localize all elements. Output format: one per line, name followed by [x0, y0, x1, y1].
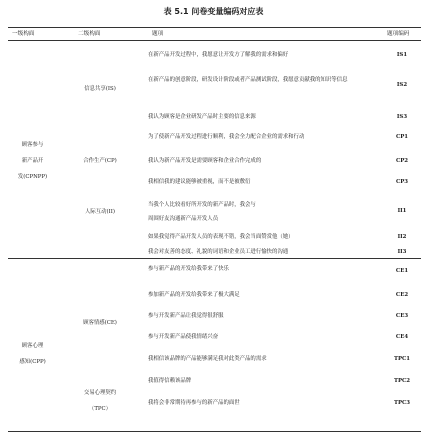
primary-line: 顾客心理: [21, 343, 44, 349]
secondary-construct: 信息共享(IS): [84, 86, 116, 92]
item-code: CE2: [395, 292, 409, 298]
item-text: 参与开发新产品使我情绪兴奋: [148, 334, 219, 340]
header-secondary: 二级构面: [78, 31, 101, 37]
bottom-rule: [8, 431, 421, 432]
top-rule: [8, 27, 421, 28]
item-text: 我会对友善的态度、礼貌的词语和企业员工进行愉快的沟通: [148, 249, 289, 255]
secondary-line: （TPC）: [88, 406, 112, 412]
item-code: CE4: [395, 334, 409, 340]
header-item: 题项: [152, 31, 164, 37]
secondary-construct: 顾客情感(CE): [83, 320, 117, 326]
item-text: 我将会非常期待再参与的新产品的面世: [148, 400, 240, 406]
item-text: 我认为新产品开发是需要顾客和企业合作完成的: [148, 158, 262, 164]
primary-line: 新产品开: [21, 158, 44, 164]
item-text: 在新产品开发过程中，我愿意让开发方了解我的需求和偏好: [148, 52, 289, 58]
item-code: II2: [397, 234, 407, 240]
item-code: CP3: [395, 179, 409, 185]
item-code: CE3: [395, 313, 409, 319]
item-text: 我相信我的建议能够被重视，而不是被敷衍: [148, 179, 251, 185]
item-text: 在新产品的创意阶段，研发设计阶段或者产品测试阶段，我愿意贡献我的知识等信息: [148, 77, 348, 83]
secondary-construct: [70, 385, 130, 417]
primary-line: 顾客参与: [21, 142, 44, 148]
item-text: 我认为顾客是企业研发产品时主要的信息来源: [148, 114, 256, 120]
item-code: TPC1: [393, 356, 411, 362]
primary-line: 感知(CPP): [19, 359, 46, 365]
item-code: II1: [397, 208, 407, 214]
item-text: 当我个人比较看好所开发的新产品时，我会与周围好友沟通新产品开发人员: [148, 202, 256, 222]
primary-line: 发(CPNPP): [17, 174, 48, 180]
header-primary: 一级构面: [12, 31, 35, 37]
secondary-line: 交易心理契约: [83, 390, 117, 396]
item-text: 如果我觉得产品开发人员的表现不错，我会当面赞赏他（她）: [148, 234, 294, 240]
section-rule: [8, 258, 421, 259]
header-rule: [8, 40, 421, 41]
item-code: IS1: [396, 52, 408, 58]
item-text: 参与开发新产品让我觉得很舒服: [148, 313, 224, 319]
item-code: CP2: [395, 158, 409, 164]
item-code: IS3: [396, 114, 408, 120]
secondary-construct: 人际互动(II): [84, 209, 116, 215]
primary-construct: [10, 338, 55, 370]
item-code: TPC2: [393, 378, 411, 384]
secondary-construct: 合作生产(CP): [83, 158, 117, 164]
item-text: 参与新产品的开发给我带来了快乐: [148, 266, 229, 272]
item-text: 参加新产品的开发给我带来了极大满足: [148, 292, 240, 298]
item-code: CE1: [395, 268, 409, 274]
item-code: TPC3: [393, 400, 411, 406]
item-text: 为了使新产品开发过程进行顺利，我会全力配合企业的需求和行动: [148, 134, 305, 140]
item-code: II3: [397, 249, 407, 255]
item-code: CP1: [395, 134, 409, 140]
item-code: IS2: [396, 82, 408, 88]
primary-construct: [10, 137, 55, 185]
item-text: 我值得信赖该品牌: [148, 378, 192, 384]
item-text: 我相信该品牌的产品能够满足我对此类产品的需求: [148, 356, 267, 362]
table-title: 表 5.1 问卷变量编码对应表: [163, 7, 264, 16]
header-code: 题项编码: [387, 31, 410, 37]
